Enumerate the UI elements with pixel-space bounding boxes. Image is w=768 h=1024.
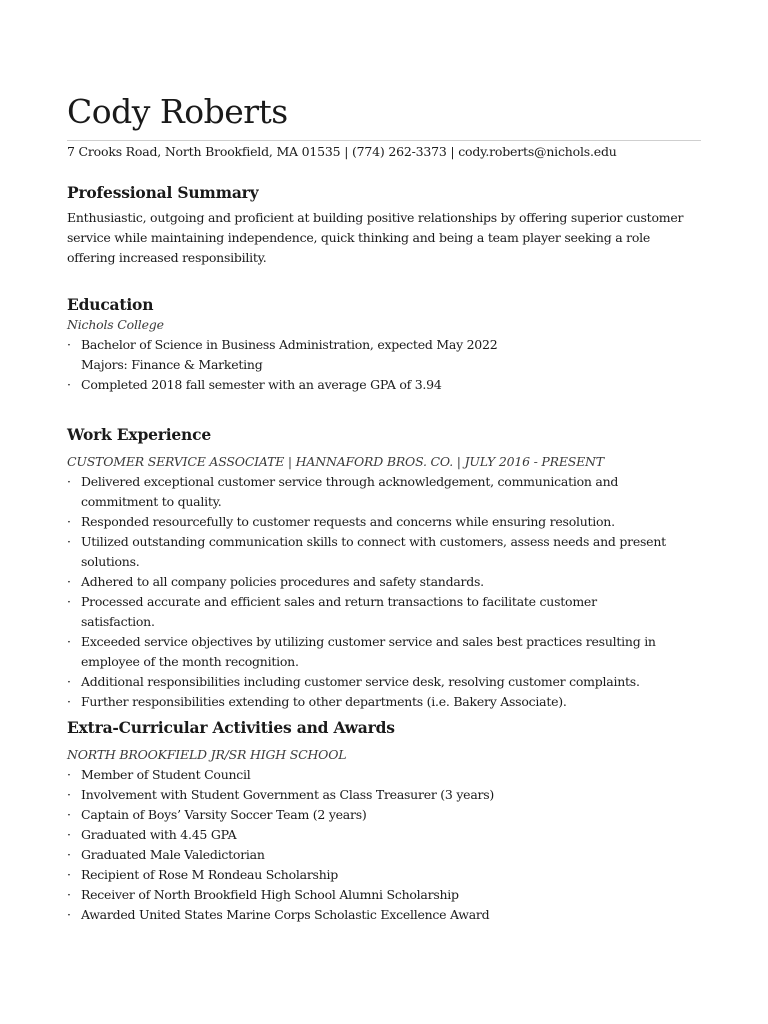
activity-item bbox=[67, 865, 707, 885]
work-item bbox=[67, 572, 667, 592]
work-item-text: Processed accurate and efficient sales and return transactions to facilitate customer satisfaction. bbox=[81, 594, 597, 629]
bullet-icon: · bbox=[67, 534, 71, 549]
activity-item bbox=[67, 905, 707, 925]
work-item bbox=[67, 592, 667, 632]
education-item-text: Bachelor of Science in Business Administration, expected May 2022 bbox=[81, 337, 498, 352]
bullet-icon: · bbox=[67, 867, 71, 882]
bullet-icon: · bbox=[67, 594, 71, 609]
bullet-icon: · bbox=[67, 907, 71, 922]
work-item-text: Exceeded service objectives by utilizing customer service and sales best practices resulting in employee of the month recognition. bbox=[81, 634, 656, 669]
activity-item bbox=[67, 885, 707, 905]
activity-item-text: Graduated with 4.45 GPA bbox=[81, 827, 237, 842]
bullet-icon: · bbox=[67, 887, 71, 902]
bullet-icon: · bbox=[67, 674, 71, 689]
work-item bbox=[67, 692, 667, 712]
work-item bbox=[67, 672, 667, 692]
work-item-text: Additional responsibilities including customer service desk, resolving customer complaints. bbox=[81, 674, 640, 689]
bullet-icon: · bbox=[67, 377, 71, 392]
bullet-icon: · bbox=[67, 474, 71, 489]
resume-name: Cody Roberts bbox=[67, 92, 288, 131]
activities-list bbox=[67, 765, 707, 925]
activity-item-text: Involvement with Student Government as Class Treasurer (3 years) bbox=[81, 787, 495, 802]
education-section bbox=[67, 295, 707, 395]
activity-item bbox=[67, 845, 707, 865]
contact-line: 7 Crooks Road, North Brookfield, MA 01535 | (774) 262-3373 | cody.roberts@nichols.edu bbox=[67, 144, 617, 159]
activity-item-text: Receiver of North Brookfield High School Alumni Scholarship bbox=[81, 887, 459, 902]
bullet-icon: · bbox=[67, 847, 71, 862]
education-school: Nichols College bbox=[67, 317, 164, 332]
activity-item-text: Recipient of Rose M Rondeau Scholarship bbox=[81, 867, 339, 882]
activity-item-text: Captain of Boys’ Varsity Soccer Team (2 years) bbox=[81, 807, 367, 822]
education-item-text: Completed 2018 fall semester with an average GPA of 3.94 bbox=[81, 377, 442, 392]
bullet-icon: · bbox=[67, 634, 71, 649]
bullet-icon: · bbox=[67, 514, 71, 529]
activity-item-text: Member of Student Council bbox=[81, 767, 251, 782]
bullet-icon: · bbox=[67, 827, 71, 842]
work-item bbox=[67, 532, 667, 572]
work-role: CUSTOMER SERVICE ASSOCIATE | HANNAFORD BROS. CO. | JULY 2016 - PRESENT bbox=[67, 454, 604, 469]
summary-text: Enthusiastic, outgoing and proficient at building positive relationships by offering superior customer service while maintaining independence, quick thinking and being a team player seeking a role offering increased responsibility. bbox=[67, 210, 684, 265]
work-list bbox=[67, 472, 667, 712]
summary-heading: Professional Summary bbox=[67, 183, 259, 202]
education-list bbox=[67, 335, 707, 395]
bullet-icon: · bbox=[67, 807, 71, 822]
work-item bbox=[67, 472, 667, 512]
work-item-text: Utilized outstanding communication skills to connect with customers, assess needs and present solutions. bbox=[81, 534, 666, 569]
bullet-icon: · bbox=[67, 787, 71, 802]
header-divider bbox=[67, 140, 701, 141]
activity-item bbox=[67, 805, 707, 825]
activities-section bbox=[67, 718, 707, 925]
activity-item-text: Awarded United States Marine Corps Scholastic Excellence Award bbox=[81, 907, 490, 922]
work-item-text: Further responsibilities extending to other departments (i.e. Bakery Associate). bbox=[81, 694, 567, 709]
bullet-icon: · bbox=[67, 767, 71, 782]
activity-item-text: Graduated Male Valedictorian bbox=[81, 847, 265, 862]
activity-item bbox=[67, 765, 707, 785]
education-heading: Education bbox=[67, 295, 154, 314]
education-item bbox=[67, 335, 707, 375]
work-item bbox=[67, 512, 667, 532]
work-item-text: Responded resourcefully to customer requests and concerns while ensuring resolution. bbox=[81, 514, 615, 529]
bullet-icon: · bbox=[67, 337, 71, 352]
education-item-sub: Majors: Finance & Marketing bbox=[81, 357, 263, 372]
summary-section bbox=[67, 183, 707, 268]
activity-item bbox=[67, 785, 707, 805]
work-item bbox=[67, 632, 667, 672]
activity-item bbox=[67, 825, 707, 845]
activities-heading: Extra-Curricular Activities and Awards bbox=[67, 718, 395, 737]
bullet-icon: · bbox=[67, 574, 71, 589]
education-item bbox=[67, 375, 707, 395]
activities-school: NORTH BROOKFIELD JR/SR HIGH SCHOOL bbox=[67, 747, 347, 762]
work-heading: Work Experience bbox=[67, 425, 212, 444]
work-item-text: Adhered to all company policies procedures and safety standards. bbox=[81, 574, 484, 589]
work-section bbox=[67, 425, 707, 712]
work-item-text: Delivered exceptional customer service through acknowledgement, communication and commitment to quality. bbox=[81, 474, 619, 509]
bullet-icon: · bbox=[67, 694, 71, 709]
